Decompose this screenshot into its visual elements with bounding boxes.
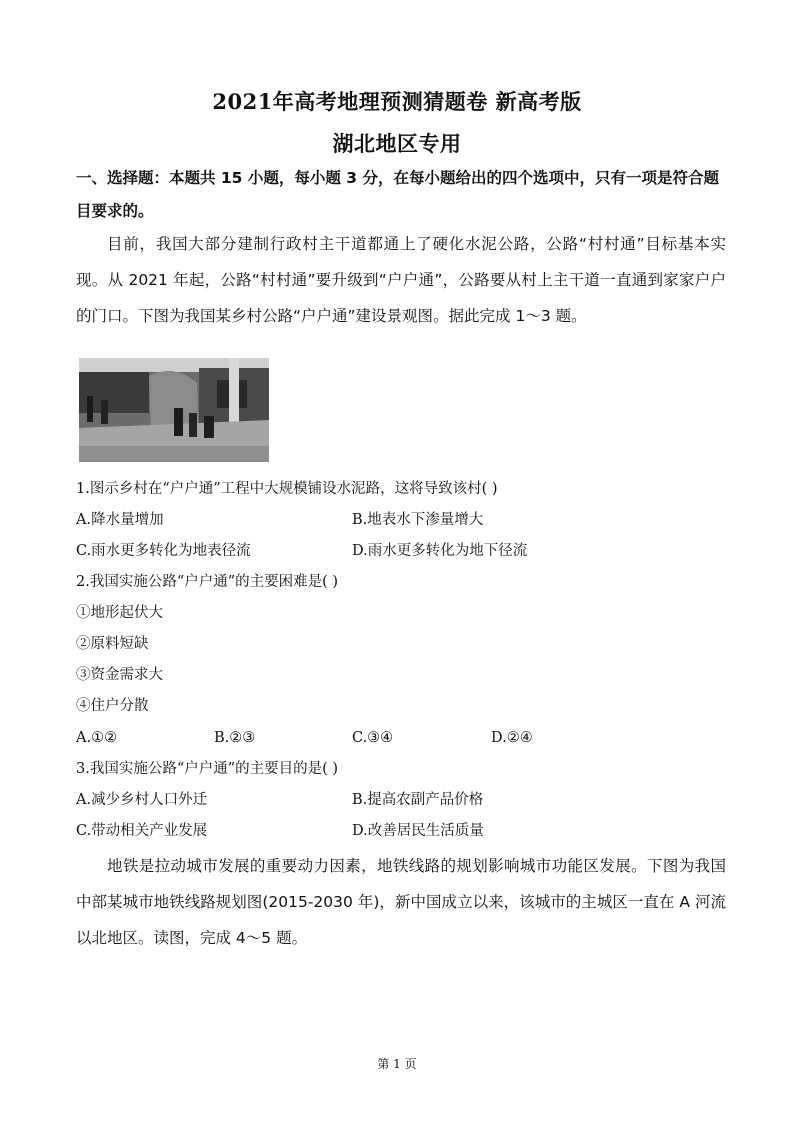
page-number: 第 1 页 (377, 1057, 417, 1071)
question-2-stem: 2.我国实施公路“户户通”的主要困难是( ) (76, 574, 339, 590)
question-2-item-2: ②原料短缺 (76, 636, 149, 652)
question-2-item-3: ③资金需求大 (76, 667, 163, 683)
question-1-stem: 1.图示乡村在“户户通”工程中大规模铺设水泥路，这将导致该村( ) (76, 481, 498, 497)
question-3-option-c: C.带动相关产业发展 (76, 823, 208, 839)
question-2-option-a: A.①② (76, 730, 118, 746)
question-3-stem: 3.我国实施公路“户户通”的主要目的是( ) (76, 761, 339, 777)
question-1-option-d: D.雨水更多转化为地下径流 (352, 543, 528, 559)
question-3-option-d: D.改善居民生活质量 (352, 823, 484, 839)
village-road-photo (79, 358, 269, 462)
question-3-option-a: A.减少乡村人口外迁 (76, 792, 208, 808)
section-heading: 一、选择题：本题共 15 小题，每小题 3 分，在每小题给出的四个选项中，只有一项是符合题目要求的。 (76, 169, 719, 220)
question-2-item-4: ④住户分散 (76, 698, 149, 714)
question-2-option-d: D.②④ (491, 730, 533, 746)
passage-2: 地铁是拉动城市发展的重要动力因素，地铁线路的规划影响城市功能区发展。下图为我国中部某城市地铁线路规划图(2015-2030 年)，新中国成立以来，该城市的主城区一直在 A 河流以北地区。读图，完成 4～5 题。 (76, 857, 726, 947)
question-1-option-b: B.地表水下渗量增大 (352, 512, 484, 528)
question-1-option-c: C.雨水更多转化为地表径流 (76, 543, 251, 559)
passage-1: 目前，我国大部分建制行政村主干道都通上了硬化水泥公路，公路“村村通”目标基本实现。从 2021 年起，公路“村村通”要升级到“户户通”，公路要从村上主干道一直通到家家户户的门口。下图为我国某乡村公路“户户通”建设景观图。据此完成 1～3 题。 (76, 235, 726, 325)
question-3-option-b: B.提高农副产品价格 (352, 792, 484, 808)
document-title: 2021年高考地理预测猜题卷 新高考版 (212, 89, 582, 114)
document-subtitle: 湖北地区专用 (332, 131, 462, 156)
question-2-option-b: B.②③ (214, 730, 256, 746)
question-2-option-c: C.③④ (352, 730, 394, 746)
question-1-option-a: A.降水量增加 (76, 512, 164, 528)
question-2-item-1: ①地形起伏大 (76, 605, 163, 621)
village-road-photo-illustration (79, 358, 269, 462)
